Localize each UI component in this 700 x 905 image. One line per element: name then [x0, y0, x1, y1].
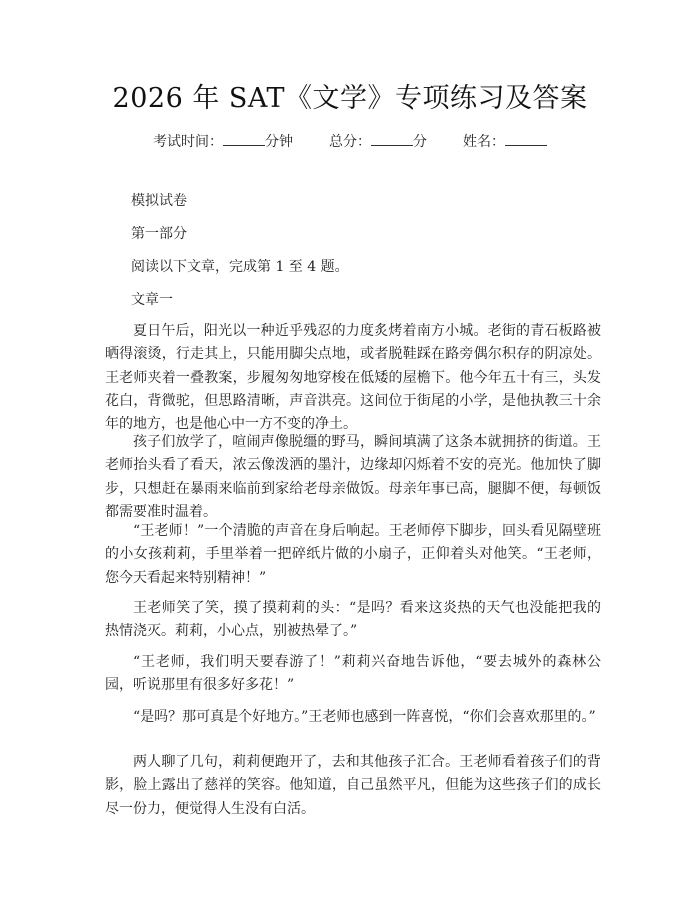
paragraph-1: 夏日午后，阳光以一种近乎残忍的力度炙烤着南方小城。老街的青石板路被晒得滚烫，行走其上，只能用脚尖点地，或者脱鞋踩在路旁偶尔积存的阴凉处。王老师夹着一叠教案，步履匆匆地穿梭在低矮的屋檐下。他今年五十有三，头发花白，背微驼，但思路清晰，声音洪亮。这间位于街尾的小学，是他执教三十余年的地方，也是他心中一方不变的净土。	[105, 323, 601, 433]
document-title: 2026 年 SAT《文学》专项练习及答案	[112, 83, 588, 114]
name-blank	[505, 131, 547, 146]
name-label: 姓名：	[463, 134, 505, 150]
passage-label: 文章一	[131, 292, 173, 308]
paragraph-6: “是吗？那可真是个好地方。”王老师也感到一阵喜悦，“你们会喜欢那里的。”	[133, 709, 596, 725]
time-blank	[223, 131, 265, 146]
exam-info-line	[0, 131, 700, 152]
section-label: 模拟试卷	[131, 193, 187, 209]
instruction-text: 阅读以下文章，完成第 1 至 4 题。	[131, 259, 349, 275]
time-label: 考试时间：	[153, 134, 223, 150]
paragraph-5: “王老师，我们明天要春游了！”莉莉兴奋地告诉他，“要去城外的森林公园，听说那里有很多好多花！”	[105, 654, 601, 694]
paragraph-2: 孩子们放学了，喧闹声像脱缰的野马，瞬间填满了这条本就拥挤的街道。王老师抬头看了看天，浓云像泼洒的墨汁，边缘却闪烁着不安的亮光。他加快了脚步，只想赶在暴雨来临前到家给老母亲做饭。母亲年事已高，腿脚不便，每顿饭都需要准时温着。	[105, 434, 601, 520]
part-label: 第一部分	[131, 226, 187, 242]
score-unit: 分	[413, 134, 427, 150]
score-blank	[371, 131, 413, 146]
score-label: 总分：	[329, 134, 371, 150]
paragraph-3: “王老师！”一个清脆的声音在身后响起。王老师停下脚步，回头看见隔壁班的小女孩莉莉，手里举着一把碎纸片做的小扇子，正仰着头对他笑。“王老师，您今天看起来特别精神！”	[105, 523, 601, 586]
paragraph-7: 两人聊了几句，莉莉便跑开了，去和其他孩子汇合。王老师看着孩子们的背影，脸上露出了慈祥的笑容。他知道，自己虽然平凡，但能为这些孩子们的成长尽一份力，便觉得人生没有白活。	[105, 754, 601, 817]
time-unit: 分钟	[265, 134, 293, 150]
paragraph-4: 王老师笑了笑，摸了摸莉莉的头：“是吗？看来这炎热的天气也没能把我的热情浇灭。莉莉，小心点，别被热晕了。”	[105, 600, 601, 640]
